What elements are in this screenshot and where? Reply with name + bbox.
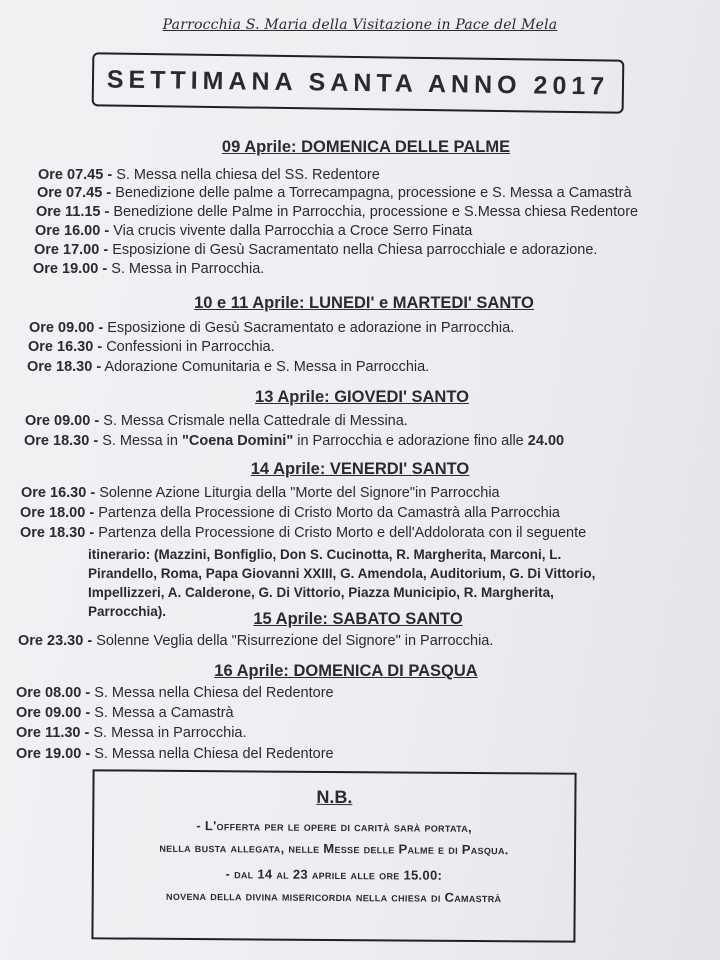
day-heading: 10 e 11 Aprile: LUNEDI' e MARTEDI' SANTO	[194, 294, 534, 312]
schedule-line: Ore 18.30 - Partenza della Processione di Cristo Morto e dell'Addolorata con il seguente	[20, 525, 587, 541]
day-heading: 14 Aprile: VENERDI' SANTO	[250, 460, 470, 478]
schedule-line: Ore 18.00 - Partenza della Processione di Cristo Morto da Camastrà alla Parrocchia	[20, 505, 560, 521]
schedule-line: Ore 09.00 - Esposizione di Gesù Sacramentato e adorazione in Parrocchia.	[29, 320, 515, 336]
schedule-line: Ore 18.30 - S. Messa in "Coena Domini" in Parrocchia e adorazione fino alle 24.00	[24, 433, 565, 449]
day-heading: 15 Aprile: SABATO SANTO	[253, 610, 463, 628]
flyer-title: SETTIMANA SANTA ANNO 2017	[106, 64, 610, 101]
day-heading: 09 Aprile: DOMENICA DELLE PALME	[221, 138, 511, 156]
nb-line: - L'offerta per le opere di carità sarà portata,	[196, 818, 473, 835]
schedule-line: Ore 07.45 - S. Messa nella chiesa del SS. Redentore	[38, 167, 380, 183]
nb-notice-box	[91, 769, 576, 942]
schedule-line: Ore 09.00 - S. Messa Crismale nella Cattedrale di Messina.	[25, 413, 408, 429]
schedule-line: Ore 16.00 - Via crucis vivente dalla Parrocchia a Croce Serro Finata	[35, 223, 473, 239]
schedule-line: Ore 07.45 - Benedizione delle palme a Torrecampagna, processione e S. Messa a Camastrà	[37, 185, 632, 201]
schedule-line: Ore 16.30 - Confessioni in Parrocchia.	[28, 339, 275, 355]
nb-line: nella busta allegata, nelle Messe delle Palme e di Pasqua.	[159, 839, 509, 858]
parish-name: Parrocchia S. Maria della Visitazione in Pace del Mela	[162, 17, 558, 33]
title-box	[92, 52, 625, 113]
schedule-line: Ore 19.00 - S. Messa nella Chiesa del Redentore	[16, 746, 334, 762]
schedule-line: Ore 09.00 - S. Messa a Camastrà	[16, 705, 234, 721]
day-heading: 13 Aprile: GIOVEDI' SANTO	[255, 388, 469, 406]
schedule-line: Ore 18.30 - Adorazione Comunitaria e S. Messa in Parrocchia.	[27, 359, 430, 375]
schedule-line: Ore 23.30 - Solenne Veglia della "Risurrezione del Signore" in Parrocchia.	[18, 633, 494, 649]
nb-line: - dal 14 al 23 aprile alle ore 15.00:	[225, 866, 443, 883]
nb-title: N.B.	[316, 786, 353, 808]
schedule-line: Ore 08.00 - S. Messa nella Chiesa del Redentore	[16, 685, 334, 701]
schedule-line: Ore 19.00 - S. Messa in Parrocchia.	[33, 261, 265, 277]
procession-itinerary: itinerario: (Mazzini, Bonfiglio, Don S. Cucinotta, R. Margherita, Marconi, L. Pirandello, Roma, Papa Giovanni XXIII, G. Amendola, Auditorium, G. Di Vittorio, Impellizzeri, A. Calderone, G. Di Vittorio, Piazza Municipio, R. Margherita, Parrocchia).	[88, 547, 596, 619]
schedule-line: Ore 17.00 - Esposizione di Gesù Sacramentato nella Chiesa parrocchiale e adorazione.	[34, 242, 598, 258]
schedule-line: Ore 11.15 - Benedizione delle Palme in Parrocchia, processione e S.Messa chiesa Redentore	[36, 204, 639, 220]
schedule-line: Ore 16.30 - Solenne Azione Liturgia della "Morte del Signore"in Parrocchia	[21, 485, 500, 501]
schedule-line: Ore 11.30 - S. Messa in Parrocchia.	[16, 725, 247, 741]
day-heading: 16 Aprile: DOMENICA DI PASQUA	[214, 662, 478, 680]
nb-line: novena della divina misericordia nella chiesa di Camastrà	[166, 887, 502, 906]
